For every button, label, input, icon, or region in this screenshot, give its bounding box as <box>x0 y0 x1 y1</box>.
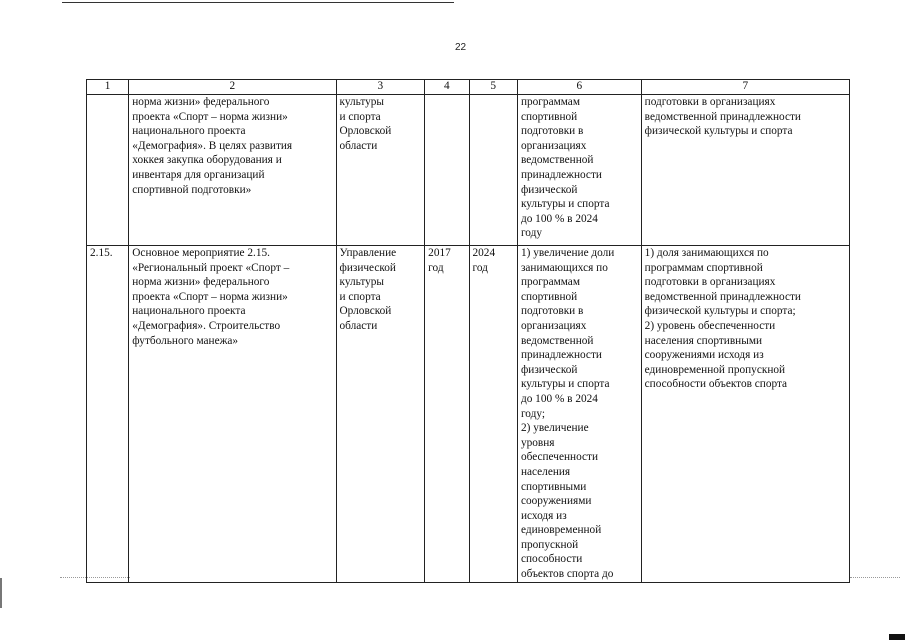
cell-number: 2.15. <box>87 246 129 583</box>
scan-artifact <box>60 577 130 579</box>
page-number: 22 <box>455 42 467 53</box>
cell-number <box>87 95 129 246</box>
table-row <box>87 246 850 583</box>
cell-end-year: 2024 год <box>469 246 517 583</box>
header-col-1: 1 <box>87 80 129 95</box>
table-row <box>87 95 850 246</box>
cell-executor: культуры и спорта Орловской области <box>336 95 425 246</box>
measures-table <box>86 79 850 583</box>
cell-start-year: 2017 год <box>425 246 469 583</box>
top-rule <box>62 2 454 3</box>
scan-artifact <box>850 577 900 579</box>
cell-indicator: 1) доля занимающихся по программам спортивной подготовки в организациях ведомственной принадлежности физической культуры и спорта; 2) уровень обеспеченности населения спортивными сооружениями исходя из единовременной пропускной способности объектов спорта <box>641 246 849 583</box>
header-col-6: 6 <box>517 80 641 95</box>
header-row <box>87 80 850 95</box>
cell-expected-result: программам спортивной подготовки в организациях ведомственной принадлежности физической культуры и спорта до 100 % в 2024 году <box>517 95 641 246</box>
header-col-4: 4 <box>425 80 469 95</box>
header-col-7: 7 <box>641 80 849 95</box>
cell-measure-name: Основное мероприятие 2.15. «Региональный проект «Спорт – норма жизни» федерального проекта «Спорт – норма жизни» национального проекта «Демография». Строительство футбольного манежа» <box>129 246 336 583</box>
cell-start-year <box>425 95 469 246</box>
cell-indicator: подготовки в организациях ведомственной принадлежности физической культуры и спорта <box>641 95 849 246</box>
cell-measure-name: норма жизни» федерального проекта «Спорт – норма жизни» национального проекта «Демография». В целях развития хоккея закупка оборудования и инвентаря для организаций спортивной подготовки» <box>129 95 336 246</box>
scan-corner-mark <box>889 634 905 640</box>
cell-end-year <box>469 95 517 246</box>
header-col-3: 3 <box>336 80 425 95</box>
scan-edge-mark <box>0 578 2 608</box>
header-col-2: 2 <box>129 80 336 95</box>
cell-expected-result: 1) увеличение доли занимающихся по программам спортивной подготовки в организациях ведомственной принадлежности физической культуры и спорта до 100 % в 2024 году; 2) увеличение уровня обеспеченности населения спортивными сооружениями исходя из единовременной пропускной способности объектов спорта до <box>517 246 641 583</box>
cell-executor: Управление физической культуры и спорта Орловской области <box>336 246 425 583</box>
header-col-5: 5 <box>469 80 517 95</box>
